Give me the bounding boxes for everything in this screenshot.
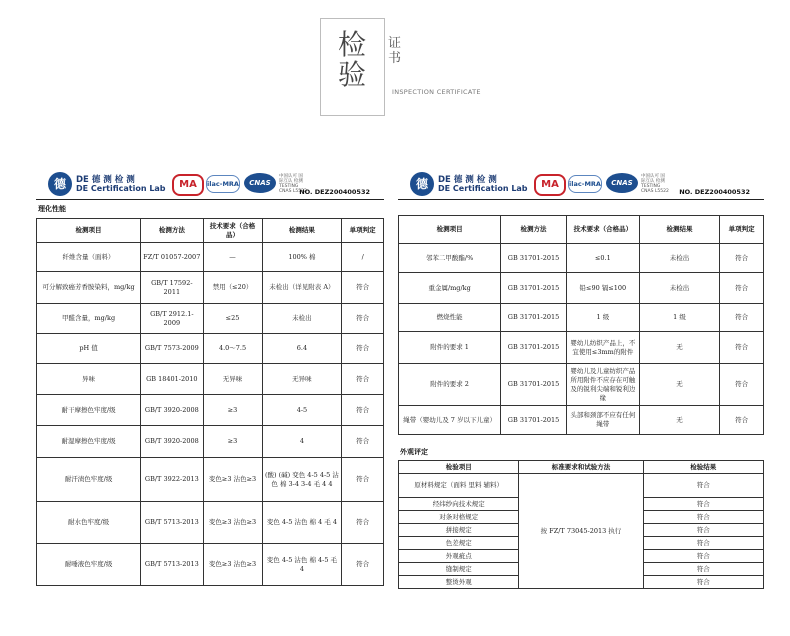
table-row [37, 364, 384, 395]
header-title-big: 检验 [338, 28, 369, 91]
table-row [37, 458, 384, 502]
table-row [399, 244, 764, 273]
table-row [37, 502, 384, 544]
ilac-mra-logo: ilac-MRA [206, 175, 240, 193]
cell-item: 绳带（婴幼儿及 7 岁以下儿童） [399, 406, 501, 435]
table-row [399, 406, 764, 435]
cell-item: 耐干摩擦色牢度/级 [37, 395, 141, 426]
header-title-small: 证书 [388, 36, 402, 66]
cell-verdict: 符合 [720, 304, 764, 332]
cell-result: 未检出（详见附表 A） [262, 272, 342, 304]
cell-item: 缝制规定 [399, 563, 519, 576]
cell-result: 1 级 [639, 304, 719, 332]
left-certificate [36, 172, 384, 586]
cell-item: 色差规定 [399, 537, 519, 550]
col-header: 检测项目 [37, 219, 141, 243]
cell-result: 符合 [643, 474, 763, 498]
cell-item: 附件的要求 1 [399, 332, 501, 364]
cell-req: 变色≥3 沾色≥3 [203, 502, 262, 544]
cell-method: GB/T 2912.1-2009 [141, 304, 203, 334]
col-header: 检验项目 [399, 461, 519, 474]
right-certificate [398, 172, 764, 589]
cnas-logo: CNAS [606, 173, 638, 193]
cell-result: 符合 [643, 524, 763, 537]
col-header: 检验结果 [643, 461, 763, 474]
cell-req: ≤0.1 [566, 244, 639, 273]
cell-verdict: 符合 [342, 272, 384, 304]
table-row [399, 364, 764, 406]
table-row [399, 273, 764, 304]
cell-method: FZ/T 01057-2007 [141, 243, 203, 272]
cell-req: 无异味 [203, 364, 262, 395]
physchem-table [36, 218, 384, 586]
cell-verdict: 符合 [342, 458, 384, 502]
safety-table [398, 215, 764, 435]
cell-verdict: 符合 [342, 502, 384, 544]
col-header: 检测方法 [501, 216, 567, 244]
lab-name-en: DE Certification Lab [438, 184, 528, 193]
cell-req: 婴幼儿及儿童纺织产品所用附件不应存在可触及的锐利尖端和锐利边缘 [566, 364, 639, 406]
cell-method: 按 FZ/T 73045-2013 执行 [519, 474, 643, 589]
cell-verdict: 符合 [720, 364, 764, 406]
cell-verdict: 符合 [342, 334, 384, 364]
cell-item: 燃烧性能 [399, 304, 501, 332]
cnas-logo: CNAS [244, 173, 276, 193]
cell-result: 符合 [643, 550, 763, 563]
cell-item: 邻苯二甲酸酯/% [399, 244, 501, 273]
cell-method: GB 31701-2015 [501, 304, 567, 332]
col-header: 标准要求和试验方法 [519, 461, 643, 474]
cell-result: 未检出 [639, 244, 719, 273]
cell-item: 耐汗渍色牢度/级 [37, 458, 141, 502]
cell-item: 异味 [37, 364, 141, 395]
cell-verdict: 符合 [342, 304, 384, 334]
cell-method: GB 31701-2015 [501, 273, 567, 304]
cnas-text: 中国认可 国际互认 检测 TESTING CNAS L5522 [279, 174, 307, 194]
cell-result: 无 [639, 406, 719, 435]
de-emblem-icon: 德 [48, 172, 72, 196]
cell-req: 头部和颈部不应有任何绳带 [566, 406, 639, 435]
cell-result: 符合 [643, 537, 763, 550]
cell-method: GB/T 5713-2013 [141, 502, 203, 544]
table-header-row [399, 216, 764, 244]
cell-item: 耐湿摩擦色牢度/级 [37, 426, 141, 458]
cell-req: ≥3 [203, 426, 262, 458]
cell-item: 对条对格规定 [399, 511, 519, 524]
cell-item: 耐水色牢度/级 [37, 502, 141, 544]
cell-method: GB 31701-2015 [501, 364, 567, 406]
cell-verdict: 符合 [720, 332, 764, 364]
cell-method: GB 18401-2010 [141, 364, 203, 395]
table-row [37, 272, 384, 304]
table-row [399, 332, 764, 364]
cell-result: 6.4 [262, 334, 342, 364]
cell-item: 经纬纱向技术规定 [399, 498, 519, 511]
header-subtitle: INSPECTION CERTIFICATE [392, 88, 481, 96]
cell-method: GB/T 3920-2008 [141, 395, 203, 426]
cell-item: 耐唾液色牢度/级 [37, 544, 141, 586]
cnas-text: 中国认可 国际互认 检测 TESTING CNAS L5522 [641, 174, 669, 194]
table-header-row [399, 461, 764, 474]
cell-item: 纤维含量（面料） [37, 243, 141, 272]
cell-req: 婴幼儿纺织产品上，不宜使用≤3mm的附件 [566, 332, 639, 364]
lab-name-cn: DE 德 测 检 测 [76, 175, 135, 185]
cma-logo: MA [172, 174, 204, 196]
cell-result: 100% 棉 [262, 243, 342, 272]
col-header: 检测项目 [399, 216, 501, 244]
cell-req: ≤25 [203, 304, 262, 334]
cell-result: 无 [639, 332, 719, 364]
table-row [37, 243, 384, 272]
cell-method: GB/T 7573-2009 [141, 334, 203, 364]
cell-verdict: 符合 [720, 244, 764, 273]
cell-verdict: 符合 [720, 406, 764, 435]
table-row [37, 304, 384, 334]
cell-result: 未检出 [262, 304, 342, 334]
cell-result: 未检出 [639, 273, 719, 304]
report-number: NO. DEZ200400532 [679, 188, 750, 196]
cell-result: 4-5 [262, 395, 342, 426]
cell-req: 变色≥3 沾色≥3 [203, 544, 262, 586]
table-row [37, 426, 384, 458]
cell-item: 拼接规定 [399, 524, 519, 537]
appearance-title: 外观评定 [400, 448, 428, 456]
cell-item: 整烫外观 [399, 576, 519, 589]
cell-verdict: / [342, 243, 384, 272]
ilac-mra-logo: ilac-MRA [568, 175, 602, 193]
divider [36, 199, 384, 200]
cell-method: GB/T 3922-2013 [141, 458, 203, 502]
cell-method: GB/T 17592-2011 [141, 272, 203, 304]
col-header: 检测结果 [262, 219, 342, 243]
cell-result: 变色 4-5 沾色 棉 4-5 毛 4 [262, 544, 342, 586]
lab-name-cn: DE 德 测 检 测 [438, 175, 497, 185]
cell-item: 重金属/mg/kg [399, 273, 501, 304]
table-header-row [37, 219, 384, 243]
cell-result: 符合 [643, 563, 763, 576]
cell-verdict: 符合 [342, 426, 384, 458]
cell-item: 附件的要求 2 [399, 364, 501, 406]
appearance-table [398, 460, 764, 589]
cell-method: GB 31701-2015 [501, 332, 567, 364]
table-row [399, 304, 764, 332]
col-header: 技术要求（合格品） [566, 216, 639, 244]
de-emblem-icon: 德 [410, 172, 434, 196]
cell-item: pH 值 [37, 334, 141, 364]
table-row [37, 395, 384, 426]
cell-method: GB 31701-2015 [501, 244, 567, 273]
cell-item: 外观疵点 [399, 550, 519, 563]
cell-result: 变色 4-5 沾色 棉 4 毛 4 [262, 502, 342, 544]
divider [398, 199, 764, 200]
cell-result: 4 [262, 426, 342, 458]
cell-result: 符合 [643, 576, 763, 589]
table-row [37, 544, 384, 586]
cell-result: 无异味 [262, 364, 342, 395]
cell-req: — [203, 243, 262, 272]
logo-row [398, 172, 764, 202]
cell-req: 4.0～7.5 [203, 334, 262, 364]
cell-result: 无 [639, 364, 719, 406]
lab-name-en: DE Certification Lab [76, 184, 166, 193]
col-header: 单项判定 [342, 219, 384, 243]
cma-logo: MA [534, 174, 566, 196]
cell-req: 变色≥3 沾色≥3 [203, 458, 262, 502]
section-title: 理化性能 [38, 205, 66, 213]
cell-item: 甲醛含量，mg/kg [37, 304, 141, 334]
cell-verdict: 符合 [342, 395, 384, 426]
cell-req: 1 级 [566, 304, 639, 332]
cell-req: 铅≤90 镉≤100 [566, 273, 639, 304]
col-header: 单项判定 [720, 216, 764, 244]
report-number: NO. DEZ200400532 [299, 188, 370, 196]
cell-method: GB/T 5713-2013 [141, 544, 203, 586]
table-row [399, 474, 764, 498]
cell-method: GB 31701-2015 [501, 406, 567, 435]
cell-req: ≥3 [203, 395, 262, 426]
cell-verdict: 符合 [342, 544, 384, 586]
cell-result: (酸) (碱) 变色 4-5 4-5 沾色 棉 3-4 3-4 毛 4 4 [262, 458, 342, 502]
col-header: 技术要求（合格品） [203, 219, 262, 243]
logo-row [36, 172, 384, 202]
cell-result: 符合 [643, 511, 763, 524]
col-header: 检测结果 [639, 216, 719, 244]
cell-method: GB/T 3920-2008 [141, 426, 203, 458]
cell-item: 可分解致癌芳香胺染料，mg/kg [37, 272, 141, 304]
cell-req: 禁用（≤20） [203, 272, 262, 304]
cell-verdict: 符合 [342, 364, 384, 395]
col-header: 检测方法 [141, 219, 203, 243]
cell-result: 符合 [643, 498, 763, 511]
cell-verdict: 符合 [720, 273, 764, 304]
table-row [37, 334, 384, 364]
cell-item: 原材料规定（面料 里料 辅料） [399, 474, 519, 498]
